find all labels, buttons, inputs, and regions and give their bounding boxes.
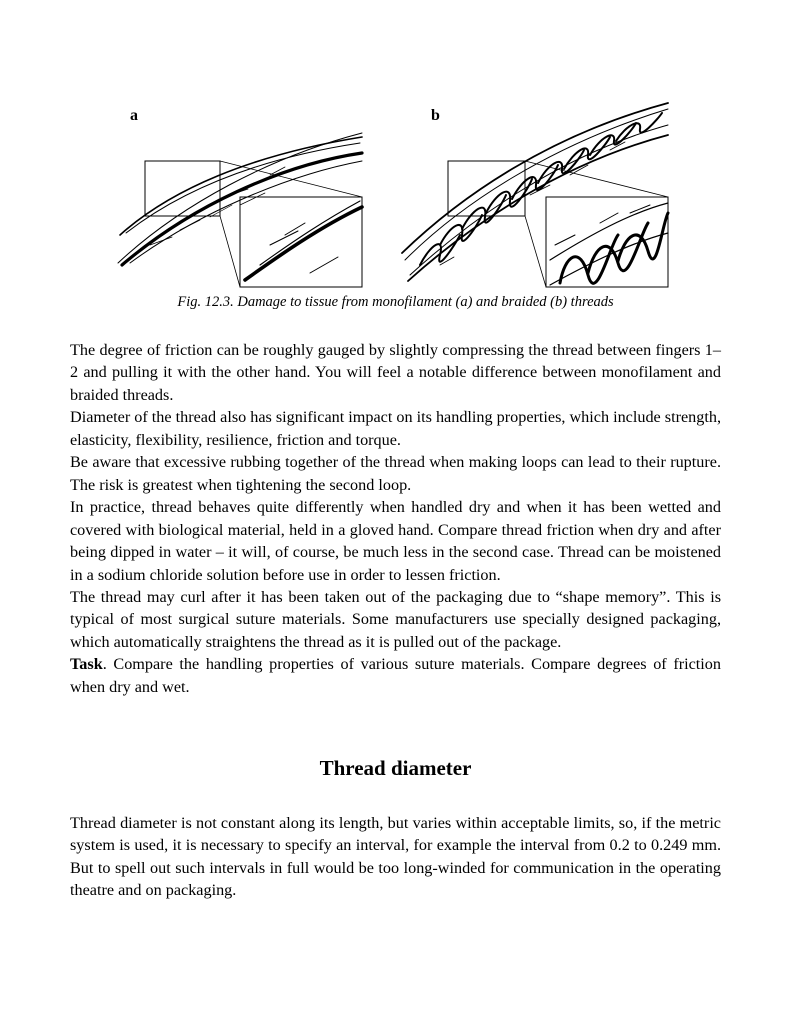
panel-label-a: a <box>130 107 138 124</box>
panel-label-b: b <box>431 107 440 124</box>
task-paragraph <box>70 653 721 698</box>
section-heading: Thread diameter <box>319 756 472 780</box>
task-text: . Compare the handling properties of various suture materials. Compare degrees of friction when dry and wet. <box>70 655 721 696</box>
paragraph: Be aware that excessive rubbing together of the thread when making loops can lead to their rupture. The risk is greatest when tightening the second loop. <box>70 453 721 494</box>
paragraph: Diameter of the thread also has significant impact on its handling properties, which include strength, elasticity, flexibility, resilience, friction and torque. <box>70 408 721 449</box>
paragraph: The degree of friction can be roughly gauged by slightly compressing the thread between fingers 1–2 and pulling it with the other hand. You will feel a notable difference between monofilament and braided threads. <box>70 341 721 404</box>
task-label: Task <box>70 655 103 674</box>
paragraph: Thread diameter is not constant along its length, but varies within acceptable limits, so, if the metric system is used, it is necessary to specify an interval, for example the interval from 0.2 to 0.249 mm. But to spell out such intervals in full would be too long-winded for communication in the operating theatre and on packaging. <box>70 814 721 900</box>
main-text <box>70 339 721 698</box>
panel-b-drawing <box>402 103 668 287</box>
paragraph: In practice, thread behaves quite differently when handled dry and when it has been wetted and covered with biological material, held in a gloved hand. Compare thread friction when dry and after being dipped in water – it will, of course, be much less in the second case. Thread can be moistened in a sodium chloride solution before use in order to lessen friction. <box>70 498 721 584</box>
section-text <box>70 812 721 902</box>
figure-12-3 <box>110 95 680 295</box>
paragraph: The thread may curl after it has been taken out of the packaging due to “shape memory”. This is typical of most surgical suture materials. Some manufacturers use specially designed packaging, which automatically straightens the thread as it is pulled out of the package. <box>70 587 721 651</box>
panel-a-drawing <box>118 133 362 287</box>
thread-damage-illustration <box>110 95 680 295</box>
figure-caption: Fig. 12.3. Damage to tissue from monofilament (a) and braided (b) threads <box>177 294 614 310</box>
